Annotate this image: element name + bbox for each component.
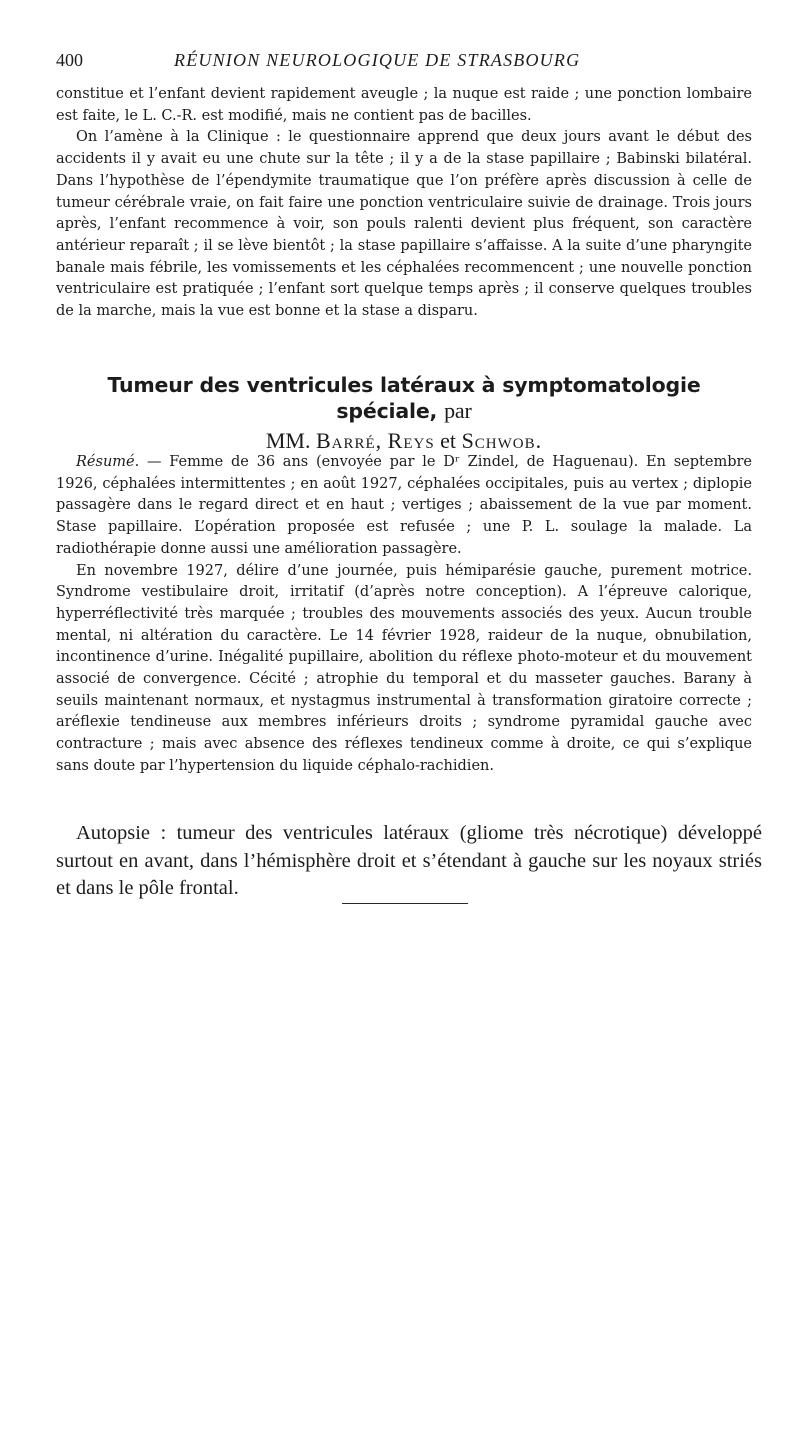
article-title-text: Tumeur des ventricules latéraux à symptomatologie spéciale, <box>107 373 701 423</box>
resume-label: Résumé. <box>76 454 140 470</box>
author-schwob: Schwob. <box>461 428 543 453</box>
page-number: 400 <box>56 50 83 70</box>
author-reys: Reys <box>387 428 435 453</box>
autopsie-paragraph: Autopsie : tumeur des ventricules latéraux (gliome très nécrotique) développé surtout en avant, dans l’hémisphère droit et s’étendant à gauche sur les noyaux striés et dans le pôle frontal. <box>56 822 762 899</box>
intro-paragraph-1: constitue et l’enfant devient rapidement aveugle ; la nuque est raide ; une ponction lombaire est faite, le L. C.-R. est modifié, mais ne contient pas de bacilles. <box>56 86 752 124</box>
article-heading <box>56 372 752 456</box>
resume-text-block <box>56 452 752 778</box>
authors-conjunction: et <box>440 428 457 453</box>
resume-paragraph-1 <box>56 452 752 561</box>
journal-title: RÉUNION NEUROLOGIQUE DE STRASBOURG <box>174 50 581 70</box>
article-title <box>56 372 752 424</box>
end-divider-rule <box>342 903 468 904</box>
article-title-par: par <box>444 398 472 423</box>
running-header <box>56 50 744 74</box>
resume-paragraph-2: En novembre 1927, délire d’une journée, puis hémiparésie gauche, purement motrice. Syndrome vestibulaire droit, irritatif (d’après notre conception). A l’épreuve calorique, hyperréflectivité très marquée ; troubles des mouvements associés des yeux. Aucun trouble mental, ni altération du caractère. Le 14 février 1928, raideur de la nuque, obnubilation, incontinence d’urine. Inégalité pupillaire, abolition du réflexe photo-moteur et du mouvement associé de convergence. Cécité ; atrophie du temporal et du masseter gauches. Barany à seuils maintenant normaux, et nystagmus instrumental à transformation giratoire correcte ; aréflexie tendineuse aux membres inférieurs droits ; syndrome pyramidal gauche avec contracture ; mais avec absence des réflexes tendineux comme à droite, ce qui s’explique sans doute par l’hypertension du liquide céphalo-rachidien. <box>56 562 752 774</box>
intro-text-block <box>56 84 752 323</box>
resume-paragraph-1-text: — Femme de 36 ans (envoyée par le Dʳ Zindel, de Haguenau). En septembre 1926, céphalées intermittentes ; en août 1927, céphalées occipitales, puis au vertex ; diplopie passagère dans le regard direct et en haut ; vertiges ; abaissement de la vue par moment. Stase papillaire. L’opération proposée est refusée ; une P. L. soulage la malade. La radiothérapie donne aussi une amélioration passagère. <box>56 454 753 557</box>
intro-paragraph-2: On l’amène à la Clinique : le questionnaire apprend que deux jours avant le début des accidents il y avait eu une chute sur la tête ; il y a de la stase papillaire ; Babinski bilatéral. Dans l’hypothèse de l’épendymite traumatique que l’on préfère après discussion à celle de tumeur cérébrale vraie, on fait faire une ponction ventriculaire suivie de drainage. Trois jours après, l’enfant recommence à voir, son pouls ralenti devient plus fréquent, son caractère antérieur reparaît ; il se lève bientôt ; la stase papillaire s’affaisse. A la suite d’une pharyngite banale mais fébrile, les vomissements et les céphalées recommencent ; une nouvelle ponction ventriculaire est pratiquée ; l’enfant sort quelque temps après ; il conserve quelques troubles de la marche, mais la vue est bonne et la stase a disparu. <box>56 129 752 320</box>
author-barre: Barré, <box>315 428 383 453</box>
authors-prefix: MM. <box>265 428 311 453</box>
